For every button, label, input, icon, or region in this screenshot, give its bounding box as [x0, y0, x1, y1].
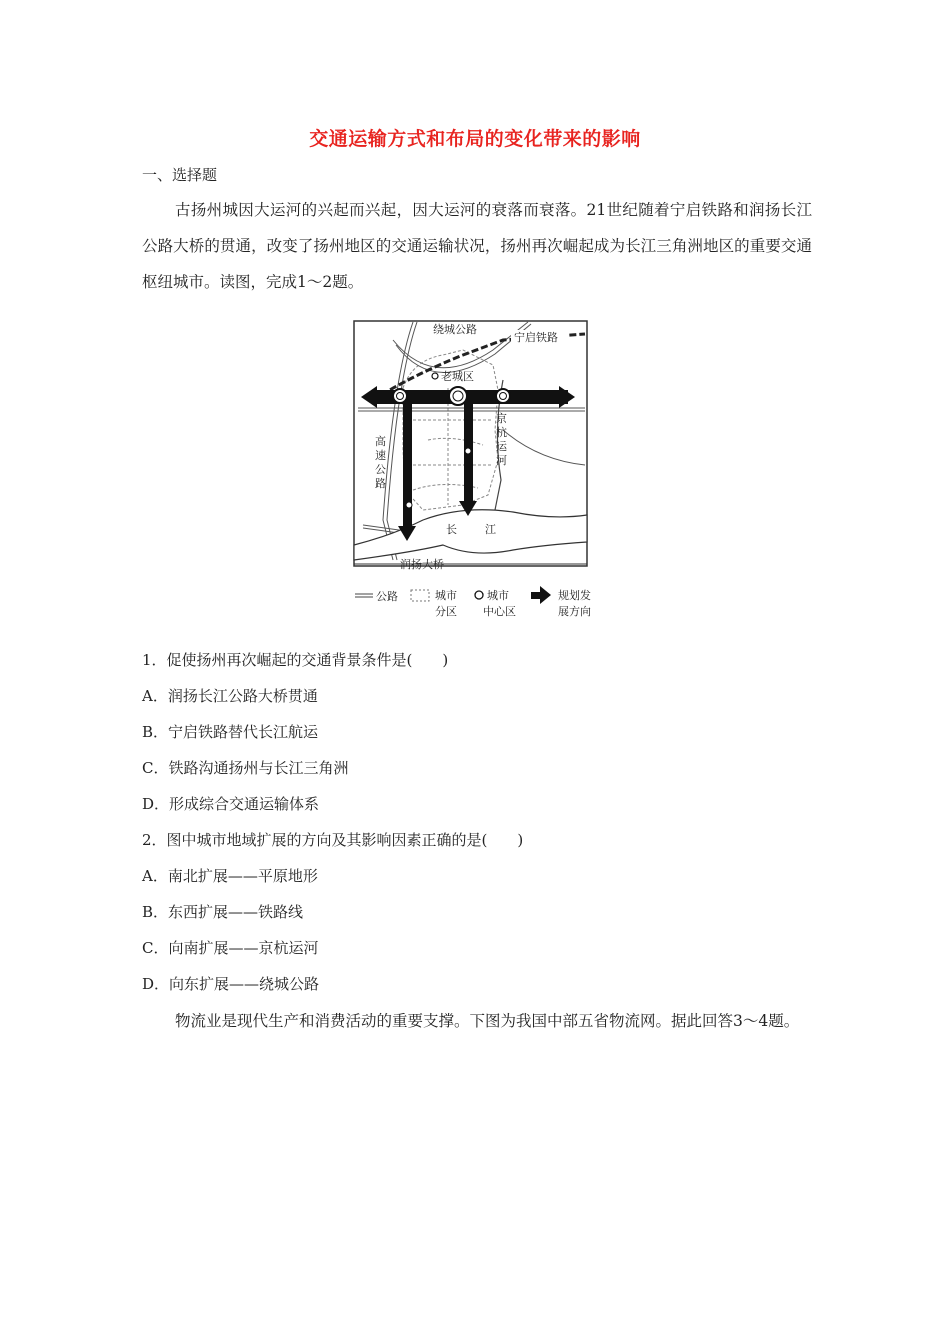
label-expressway-4: 路 [375, 477, 386, 490]
legend-center-2: 中心区 [483, 605, 516, 618]
question-2-option-a[interactable]: A．南北扩展——平原地形 [142, 867, 318, 885]
label-ring-road: 绕城公路 [433, 323, 477, 336]
page-title: 交通运输方式和布局的变化带来的影响 [309, 128, 641, 150]
label-canal-2: 杭 [496, 426, 507, 439]
label-river-1: 长 [446, 523, 457, 536]
legend-center-1: 城市 [487, 589, 509, 602]
question-1-stem: 1．促使扬州再次崛起的交通背景条件是( ) [142, 651, 449, 669]
question-2-option-d[interactable]: D．向东扩展——绕城公路 [142, 975, 320, 993]
question-2-stem: 2．图中城市地域扩展的方向及其影响因素正确的是( ) [142, 831, 524, 849]
question-1-option-b[interactable]: B．宁启铁路替代长江航运 [142, 723, 319, 741]
question-1-option-d[interactable]: D．形成综合交通运输体系 [142, 795, 320, 813]
intro-paragraph-1: 古扬州城因大运河的兴起而兴起，因大运河的衰落而衰落。21世纪随着宁启铁路和润扬长江公路大桥的贯通，改变了扬州地区的交通运输状况，扬州再次崛起成为长江三角洲地区的重要交通枢纽城市。读图，完成1～2题。 [142, 201, 812, 291]
question-1-option-c[interactable]: C．铁路沟通扬州与长江三角洲 [142, 759, 349, 777]
map-legend [355, 586, 591, 618]
label-canal-3: 运 [496, 440, 507, 453]
label-old-district: 老城区 [441, 370, 474, 383]
question-1-option-a[interactable]: A．润扬长江公路大桥贯通 [142, 687, 318, 705]
label-expressway-2: 速 [375, 449, 386, 462]
question-2-option-b[interactable]: B．东西扩展——铁路线 [142, 903, 304, 921]
label-river-2: 江 [485, 523, 496, 536]
intro-paragraph-2: 物流业是现代生产和消费活动的重要支撑。下图为我国中部五省物流网。据此回答3～4题。 [175, 1012, 800, 1030]
legend-direction-1: 规划发 [558, 589, 591, 602]
label-bridge: 润扬大桥 [400, 558, 444, 571]
label-expressway-1: 高 [375, 435, 386, 448]
section-heading: 一、选择题 [142, 166, 218, 184]
question-2-option-c[interactable]: C．向南扩展——京杭运河 [142, 939, 319, 957]
label-canal-1: 京 [496, 412, 507, 425]
legend-road: 公路 [376, 590, 398, 603]
legend-district-2: 分区 [435, 605, 457, 618]
legend-district-1: 城市 [435, 589, 457, 602]
label-expressway-3: 公 [375, 463, 386, 476]
label-canal-4: 河 [496, 454, 507, 467]
yangzhou-map [353, 320, 603, 628]
label-railway: 宁启铁路 [514, 331, 558, 344]
yangzhou-map-figure [353, 320, 603, 628]
legend-direction-2: 展方向 [558, 605, 591, 618]
